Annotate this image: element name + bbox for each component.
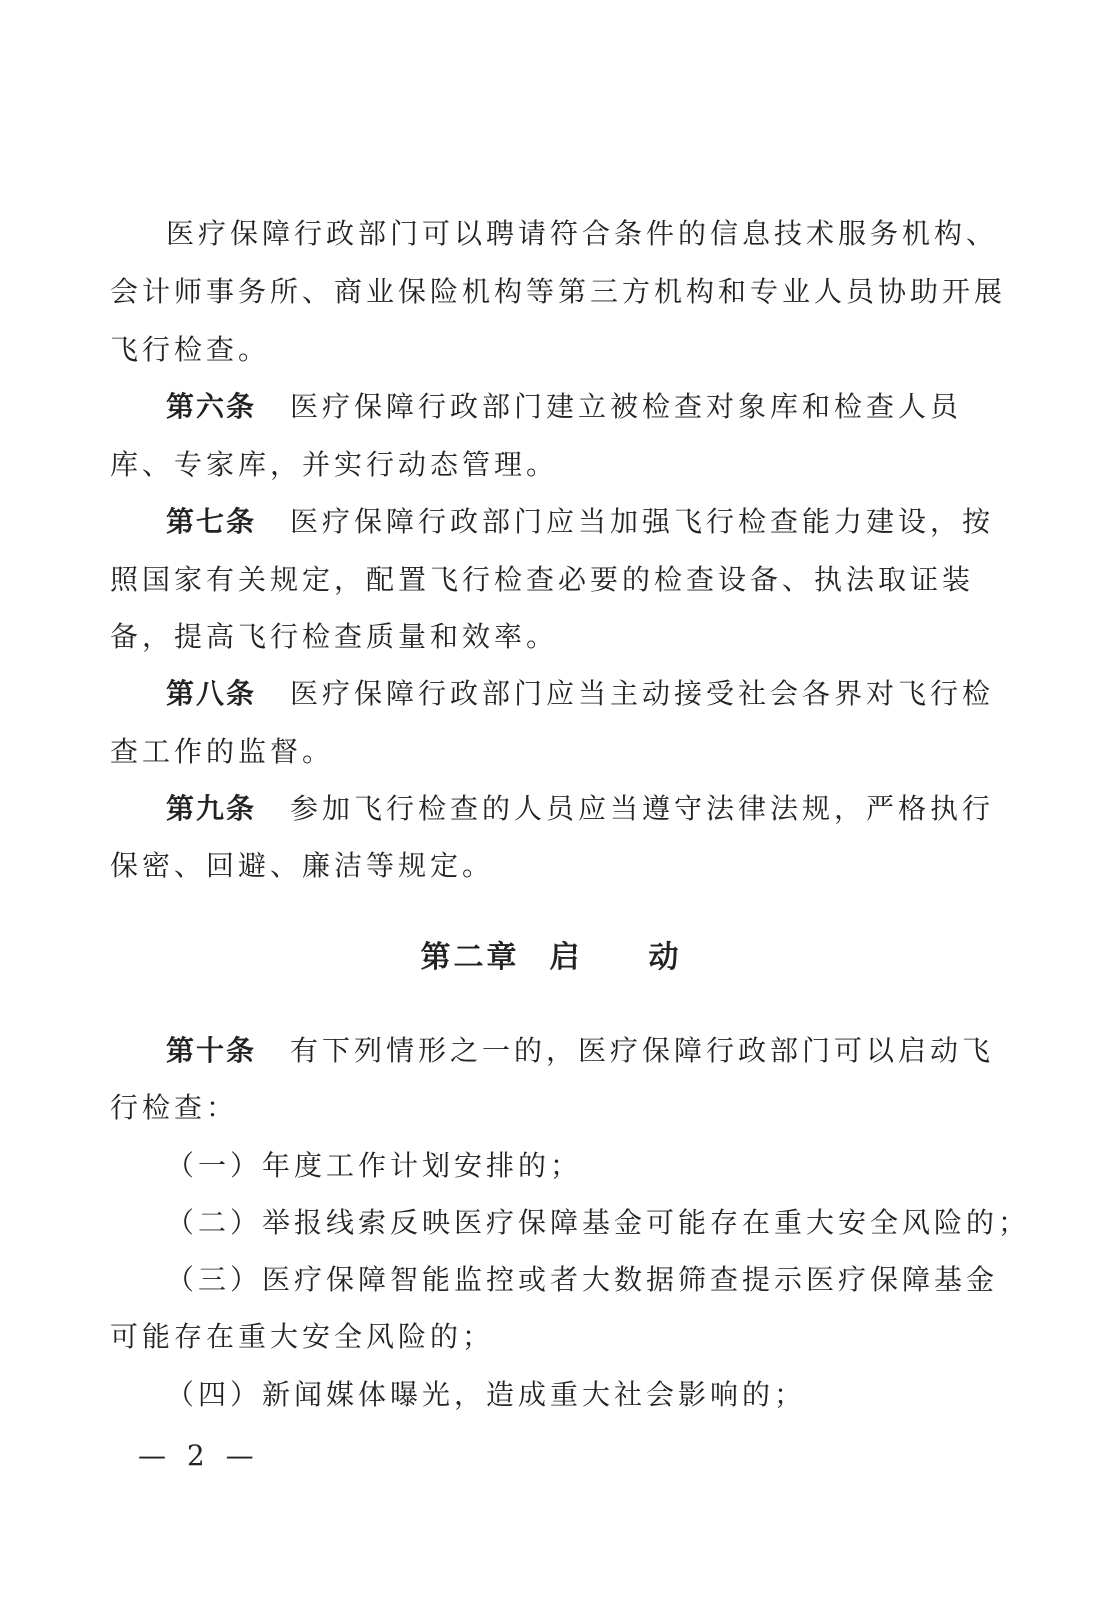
article-7-line-2: 照国家有关规定，配置飞行检查必要的检查设备、执法取证装 — [110, 563, 975, 596]
article-9-text: 参加飞行检查的人员应当遵守法律法规，严格执行 — [290, 792, 995, 825]
article-7-text: 医疗保障行政部门应当加强飞行检查能力建设，按 — [290, 505, 995, 538]
article-8-label: 第八条 — [166, 677, 257, 710]
article-10-text: 有下列情形之一的，医疗保障行政部门可以启动飞 — [290, 1034, 995, 1067]
article-7-line-1 — [166, 502, 995, 542]
article-6-line-2: 库、专家库，并实行动态管理。 — [110, 448, 559, 481]
article-5-line-2: 会计师事务所、商业保险机构等第三方机构和专业人员协助开展 — [110, 275, 1007, 308]
chapter-heading — [0, 938, 1102, 978]
article-6-label: 第六条 — [166, 390, 257, 423]
article-8-line-2: 查工作的监督。 — [110, 735, 335, 768]
list-item-2: （二）举报线索反映医疗保障基金可能存在重大安全风险的； — [166, 1206, 1031, 1239]
list-item-3-line-1: （三）医疗保障智能监控或者大数据筛查提示医疗保障基金 — [166, 1263, 999, 1296]
chapter-number: 第二章 — [420, 940, 520, 975]
list-item-3-line-2: 可能存在重大安全风险的； — [110, 1320, 495, 1353]
article-7-line-3: 备，提高飞行检查质量和效率。 — [110, 620, 559, 653]
article-5-line-1: 医疗保障行政部门可以聘请符合条件的信息技术服务机构、 — [166, 217, 999, 250]
article-10-label: 第十条 — [166, 1034, 257, 1067]
article-5-line-3: 飞行检查。 — [110, 333, 271, 366]
chapter-title-part-2: 动 — [648, 940, 682, 975]
page-number: — 2 — — [138, 1439, 260, 1472]
article-7-label: 第七条 — [166, 505, 257, 538]
article-9-line-2: 保密、回避、廉洁等规定。 — [110, 849, 495, 882]
article-8-text: 医疗保障行政部门应当主动接受社会各界对飞行检 — [290, 677, 995, 710]
article-8-line-1 — [166, 674, 995, 714]
article-9-label: 第九条 — [166, 792, 257, 825]
article-10-line-2: 行检查： — [110, 1091, 239, 1124]
chapter-title-part-1: 启 — [549, 940, 583, 975]
article-6-line-1 — [166, 387, 963, 427]
article-6-text: 医疗保障行政部门建立被检查对象库和检查人员 — [290, 390, 963, 423]
article-9-line-1 — [166, 789, 995, 829]
list-item-4: （四）新闻媒体曝光，造成重大社会影响的； — [166, 1378, 807, 1411]
list-item-1: （一）年度工作计划安排的； — [166, 1149, 583, 1182]
article-10-line-1 — [166, 1031, 995, 1071]
